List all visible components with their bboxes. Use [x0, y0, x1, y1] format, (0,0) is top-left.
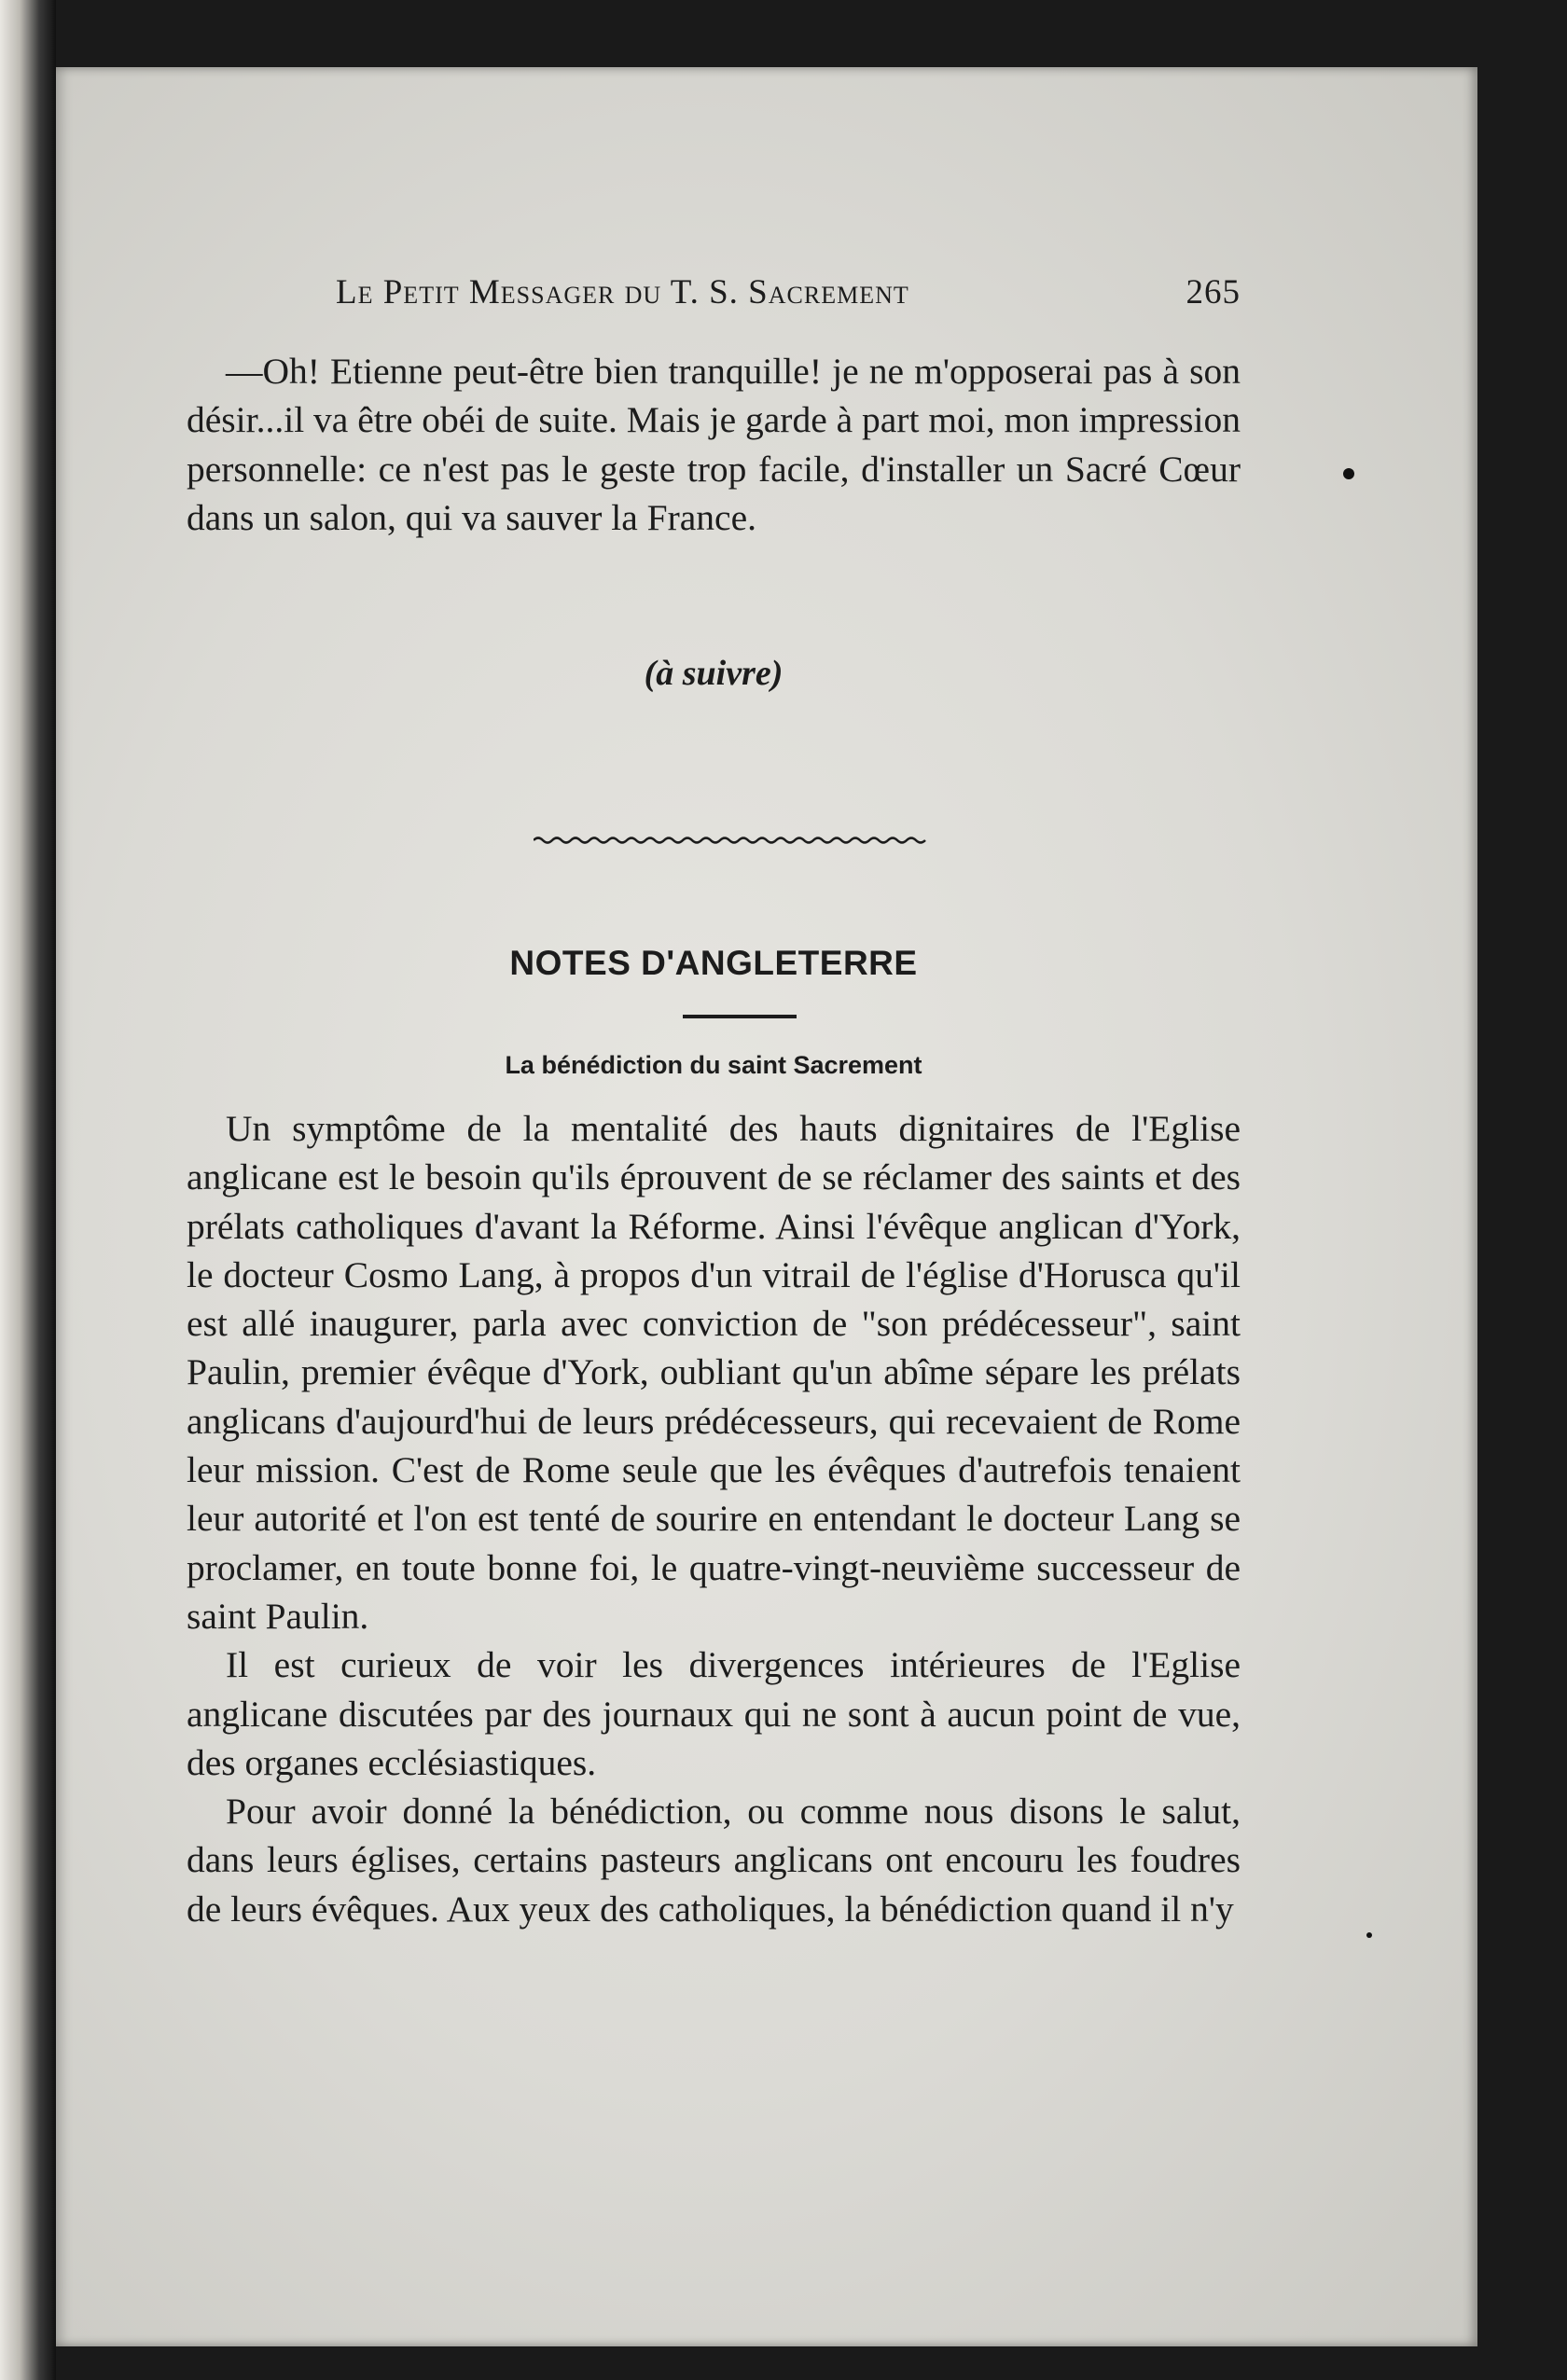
book-page	[56, 67, 1477, 2346]
title-rule	[683, 1015, 797, 1018]
running-title: Le Petit Messager du T. S. Sacrement	[336, 273, 909, 311]
ink-speck	[1343, 468, 1354, 479]
running-header	[187, 272, 1241, 328]
article-subtitle: La bénédiction du saint Sacrement	[505, 1051, 922, 1079]
paragraph: Il est curieux de voir les divergences intérieures de l'Eglise anglicane discutées par des journaux qui ne sont à aucun point de vue, des organes ecclésiastiques.	[187, 1644, 1241, 1783]
to-be-continued: (à suivre)	[644, 654, 784, 693]
article-title: NOTES D'ANGLETERRE	[509, 944, 918, 982]
paragraph: —Oh! Etienne peut-être bien tranquille! je ne m'opposerai pas à son désir...il va être obéi de suite. Mais je garde à part moi, mon impression personnelle: ce n'est pas le geste trop facile, d'installer un Sacré Cœur dans un salon, qui va sauver la France.	[187, 351, 1241, 538]
book-spine	[0, 0, 56, 2380]
page-number: 265	[1186, 273, 1241, 311]
ink-speck	[1366, 1932, 1372, 1938]
continuation-paragraph	[187, 347, 1241, 542]
paragraph: Pour avoir donné la bénédiction, ou comme nous disons le salut, dans leurs églises, certains pasteurs anglicans ont encouru les foudres de leurs évêques. Aux yeux des catholiques, la bénédiction quand il n'y	[187, 1791, 1241, 1930]
paragraph: Un symptôme de la mentalité des hauts dignitaires de l'Eglise anglicane est le besoin qu'ils éprouvent de se réclamer des saints et des prélats catholiques d'avant la Réforme. Ainsi l'évêque anglican d'York, le docteur Cosmo Lang, à propos d'un vitrail de l'église d'Horusca qu'il est allé inaugurer, parla avec conviction de "son prédécesseur", saint Paulin, premier évêque d'York, oubliant qu'un abîme sépare les prélats anglicans d'aujourd'hui de leurs prédécesseurs, qui recevaient de Rome leur mission. C'est de Rome seule que les évêques d'autrefois tenaient leur autorité et l'on est tenté de sourire en entendant le docteur Lang se proclamer, en toute bonne foi, le quatre-vingt-neuvième successeur de saint Paulin.	[187, 1108, 1241, 1637]
article-body	[187, 1104, 1241, 1933]
wavy-divider	[534, 834, 935, 847]
